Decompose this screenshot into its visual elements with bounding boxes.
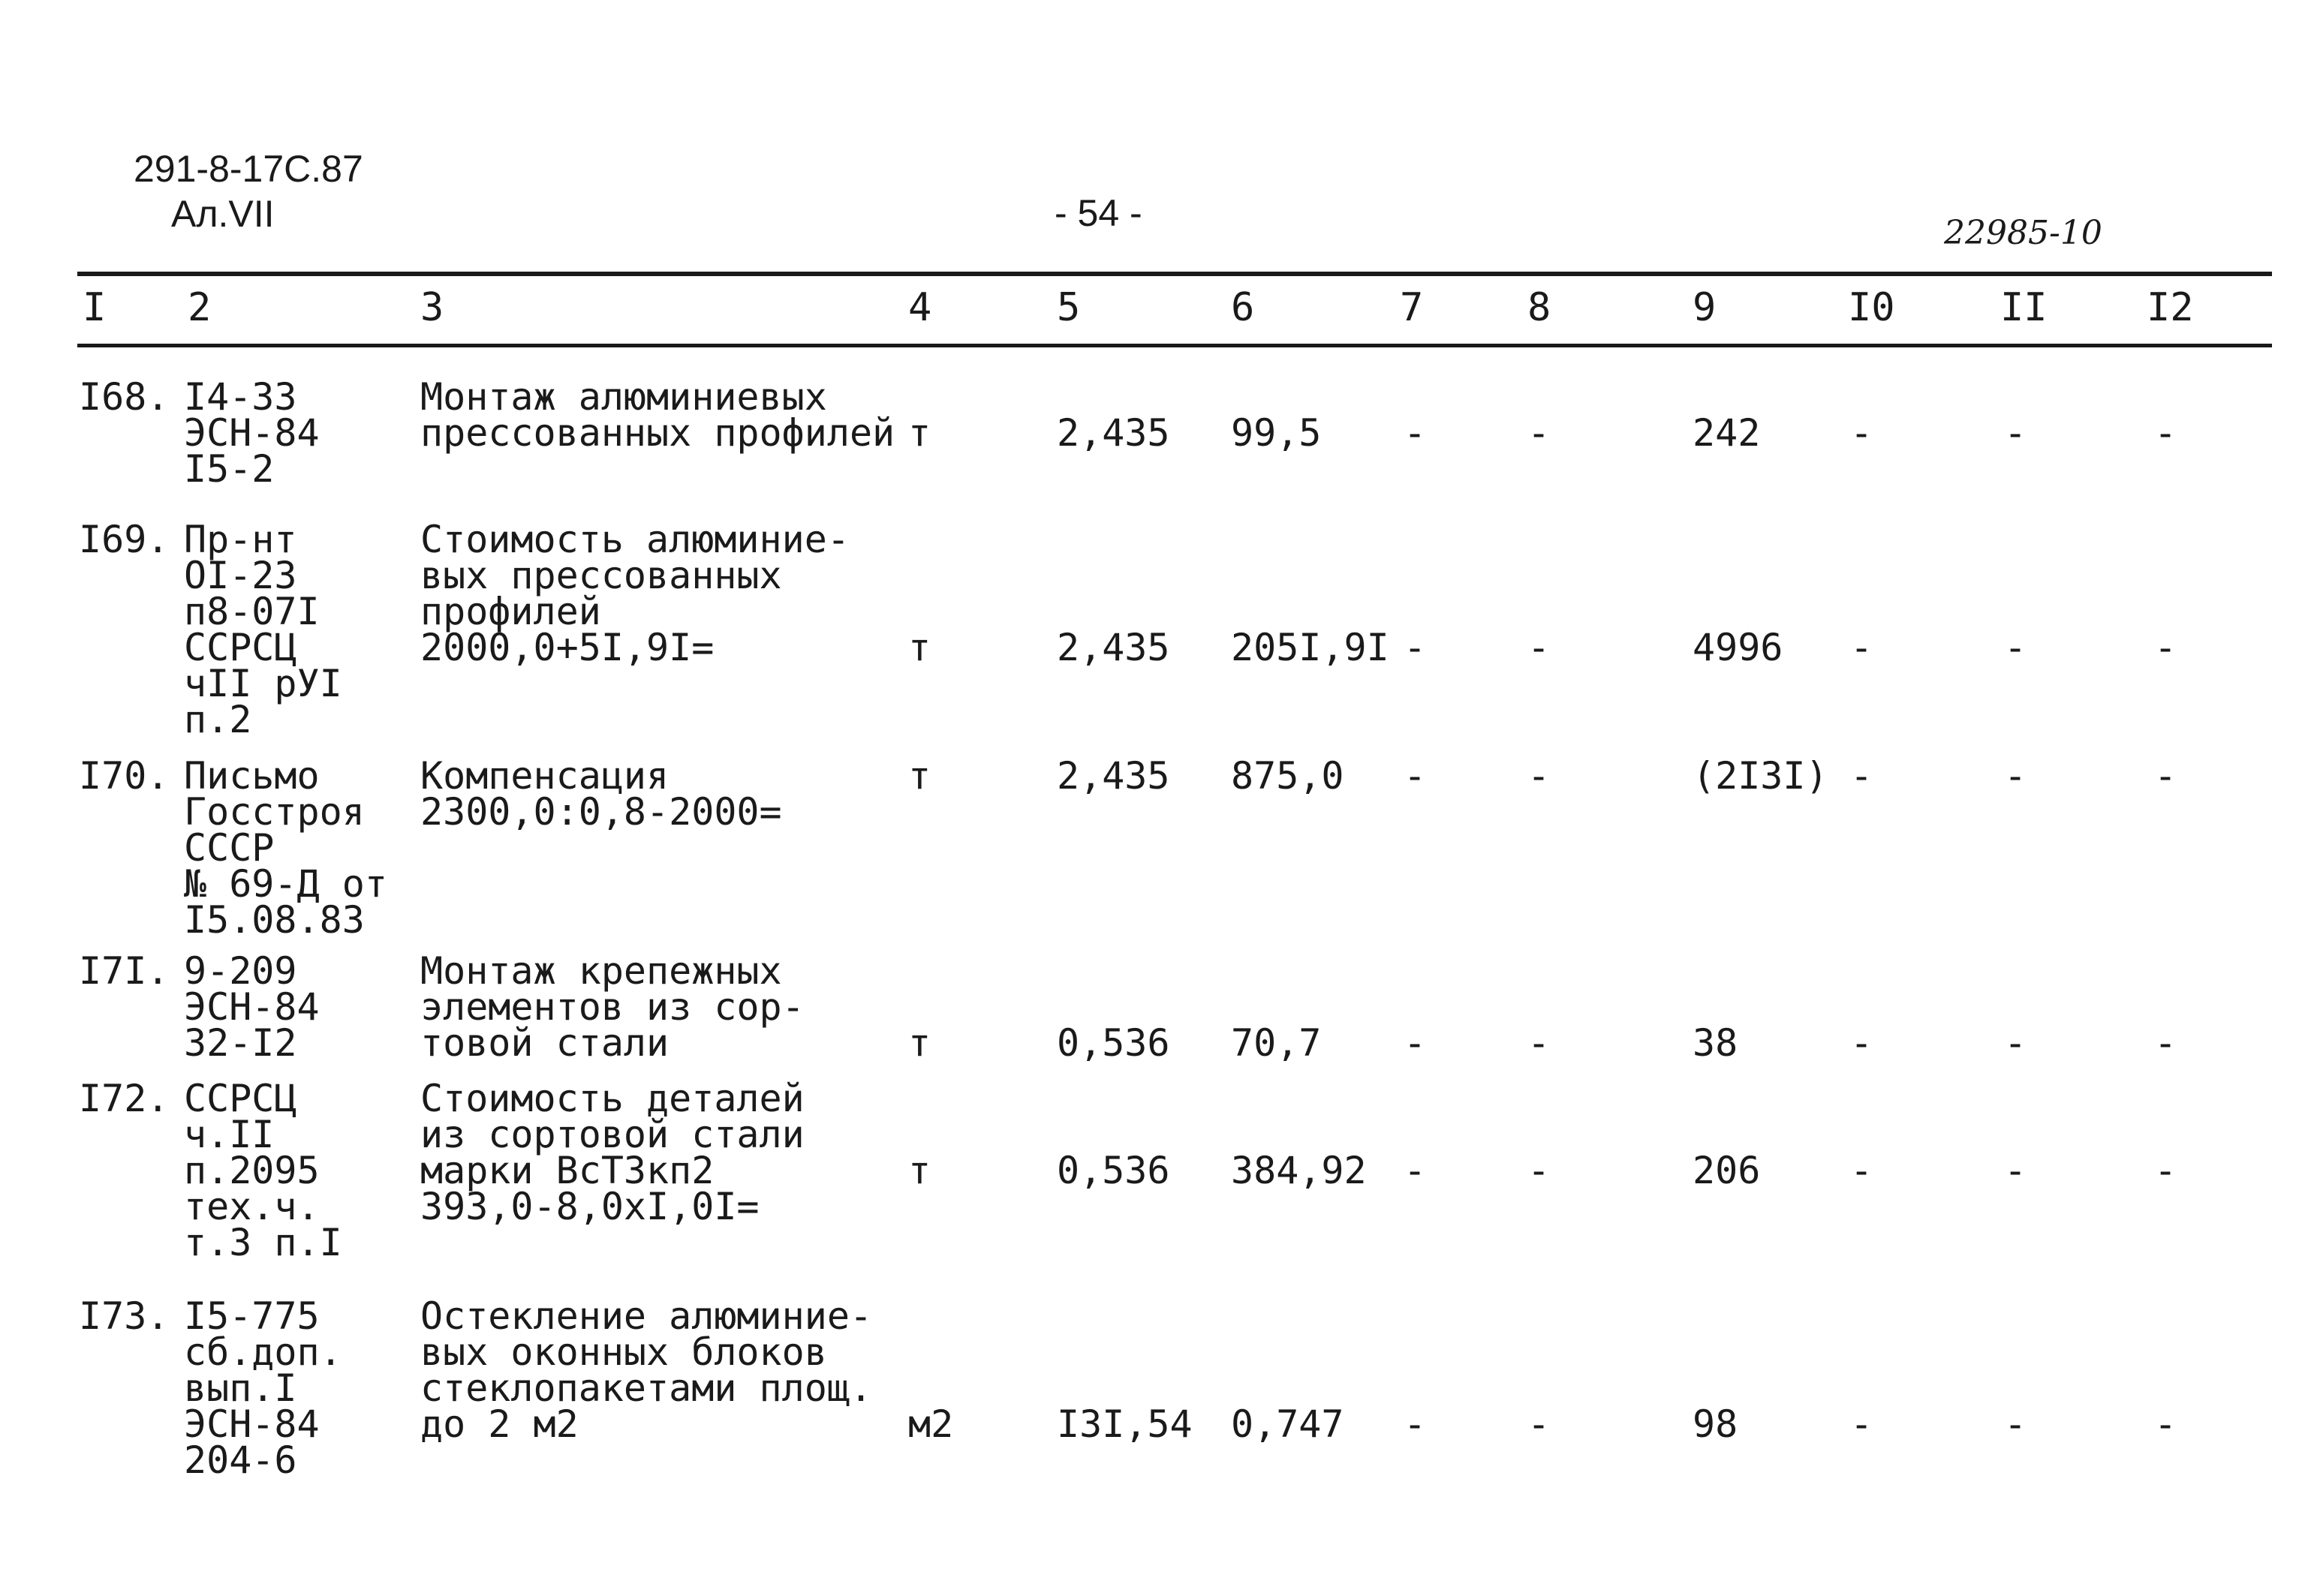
row-unit: м2 (908, 1402, 954, 1446)
row-number: I7I. (79, 949, 170, 993)
document-code-line1: 291-8-17С.87 (134, 148, 363, 190)
col-header-9: 9 (1693, 285, 1717, 330)
row-unit-price: 70,7 (1231, 1021, 1322, 1065)
row-unit: т (908, 754, 931, 798)
row-number: I73. (79, 1294, 170, 1338)
col-header-4: 4 (908, 285, 932, 330)
row-quantity: 2,435 (1057, 626, 1170, 669)
row-description: Компенсация 2300,0:0,8-2000= (420, 754, 782, 834)
row-number: I72. (79, 1077, 170, 1120)
row-quantity: I3I,54 (1057, 1402, 1193, 1446)
row-reference: I4-33 ЭСН-84 I5-2 (184, 375, 320, 491)
row-col10: - (1850, 1402, 1873, 1446)
col-header-11: II (2000, 285, 2048, 330)
row-quantity: 0,536 (1057, 1021, 1170, 1065)
row-col8: - (1527, 1149, 1551, 1192)
row-quantity: 2,435 (1057, 754, 1170, 798)
row-reference: Пр-нт ОI-23 п8-07I ССРСЦ чII рУI п.2 (184, 518, 342, 741)
page-number: - 54 - (1055, 192, 1142, 234)
col-header-10: I0 (1848, 285, 1895, 330)
row-col11: - (2004, 1402, 2027, 1446)
row-reference: 9-209 ЭСН-84 32-I2 (184, 949, 320, 1065)
handwritten-doc-code: 22985-10 (1944, 214, 2102, 252)
row-unit-price: 0,747 (1231, 1402, 1344, 1446)
row-col12: - (2154, 1402, 2177, 1446)
row-unit: т (908, 1021, 931, 1065)
table-top-rule (77, 272, 2272, 276)
row-reference: Письмо Госстроя СССР № 69-Д от I5.08.83 (184, 754, 387, 942)
row-col12: - (2154, 626, 2177, 669)
document-sheet: Ал.VII (171, 193, 275, 235)
row-unit: т (908, 411, 931, 455)
row-col9: 206 (1693, 1149, 1761, 1192)
row-col11: - (2004, 1149, 2027, 1192)
col-header-8: 8 (1527, 285, 1551, 330)
row-col7: - (1404, 1149, 1427, 1192)
col-header-7: 7 (1400, 285, 1424, 330)
row-col7: - (1404, 1021, 1427, 1065)
row-col8: - (1527, 626, 1551, 669)
row-col8: - (1527, 1402, 1551, 1446)
row-description: Стоимость деталей из сортовой стали марки ВсТ3кп2 393,0-8,0хI,0I= (420, 1077, 805, 1228)
row-unit: т (908, 626, 931, 669)
row-reference: ССРСЦ ч.II п.2095 тех.ч. т.3 п.I (184, 1077, 342, 1264)
row-col11: - (2004, 754, 2027, 798)
row-col7: - (1404, 754, 1427, 798)
row-col12: - (2154, 1149, 2177, 1192)
row-col7: - (1404, 1402, 1427, 1446)
row-description: Монтаж алюминиевых прессованных профилей (420, 375, 895, 455)
row-col12: - (2154, 1021, 2177, 1065)
row-col9: 242 (1693, 411, 1761, 455)
row-unit-price: 875,0 (1231, 754, 1344, 798)
row-description: Стоимость алюминие- вых прессованных профилей 2000,0+5I,9I= (420, 518, 850, 669)
row-col10: - (1850, 754, 1873, 798)
row-unit-price: 384,92 (1231, 1149, 1367, 1192)
document-code (134, 146, 363, 236)
row-reference: I5-775 сб.доп. вып.I ЭСН-84 204-6 (184, 1294, 342, 1482)
row-col11: - (2004, 1021, 2027, 1065)
row-quantity: 0,536 (1057, 1149, 1170, 1192)
row-description: Монтаж крепежных элементов из сор- товой стали (420, 949, 805, 1065)
row-quantity: 2,435 (1057, 411, 1170, 455)
row-col10: - (1850, 1149, 1873, 1192)
row-unit-price: 205I,9I (1231, 626, 1389, 669)
col-header-1: I (83, 285, 107, 330)
row-description: Остекление алюминие- вых оконных блоков стеклопакетами площ. до 2 м2 (420, 1294, 873, 1446)
row-col9: (2I3I) (1693, 754, 1828, 798)
col-header-2: 2 (188, 285, 212, 330)
row-col11: - (2004, 411, 2027, 455)
row-col8: - (1527, 1021, 1551, 1065)
row-col9: 98 (1693, 1402, 1738, 1446)
row-col12: - (2154, 754, 2177, 798)
col-header-3: 3 (420, 285, 444, 330)
row-col8: - (1527, 754, 1551, 798)
row-col7: - (1404, 411, 1427, 455)
row-col8: - (1527, 411, 1551, 455)
row-col10: - (1850, 626, 1873, 669)
row-col9: 4996 (1693, 626, 1783, 669)
row-col10: - (1850, 1021, 1873, 1065)
row-number: I68. (79, 375, 170, 419)
row-col7: - (1404, 626, 1427, 669)
table-header-rule (77, 344, 2272, 347)
col-header-6: 6 (1231, 285, 1255, 330)
row-col10: - (1850, 411, 1873, 455)
row-col12: - (2154, 411, 2177, 455)
row-number: I69. (79, 518, 170, 561)
col-header-12: I2 (2147, 285, 2194, 330)
row-unit: т (908, 1149, 931, 1192)
row-unit-price: 99,5 (1231, 411, 1322, 455)
row-col9: 38 (1693, 1021, 1738, 1065)
row-number: I70. (79, 754, 170, 798)
row-col11: - (2004, 626, 2027, 669)
col-header-5: 5 (1057, 285, 1081, 330)
